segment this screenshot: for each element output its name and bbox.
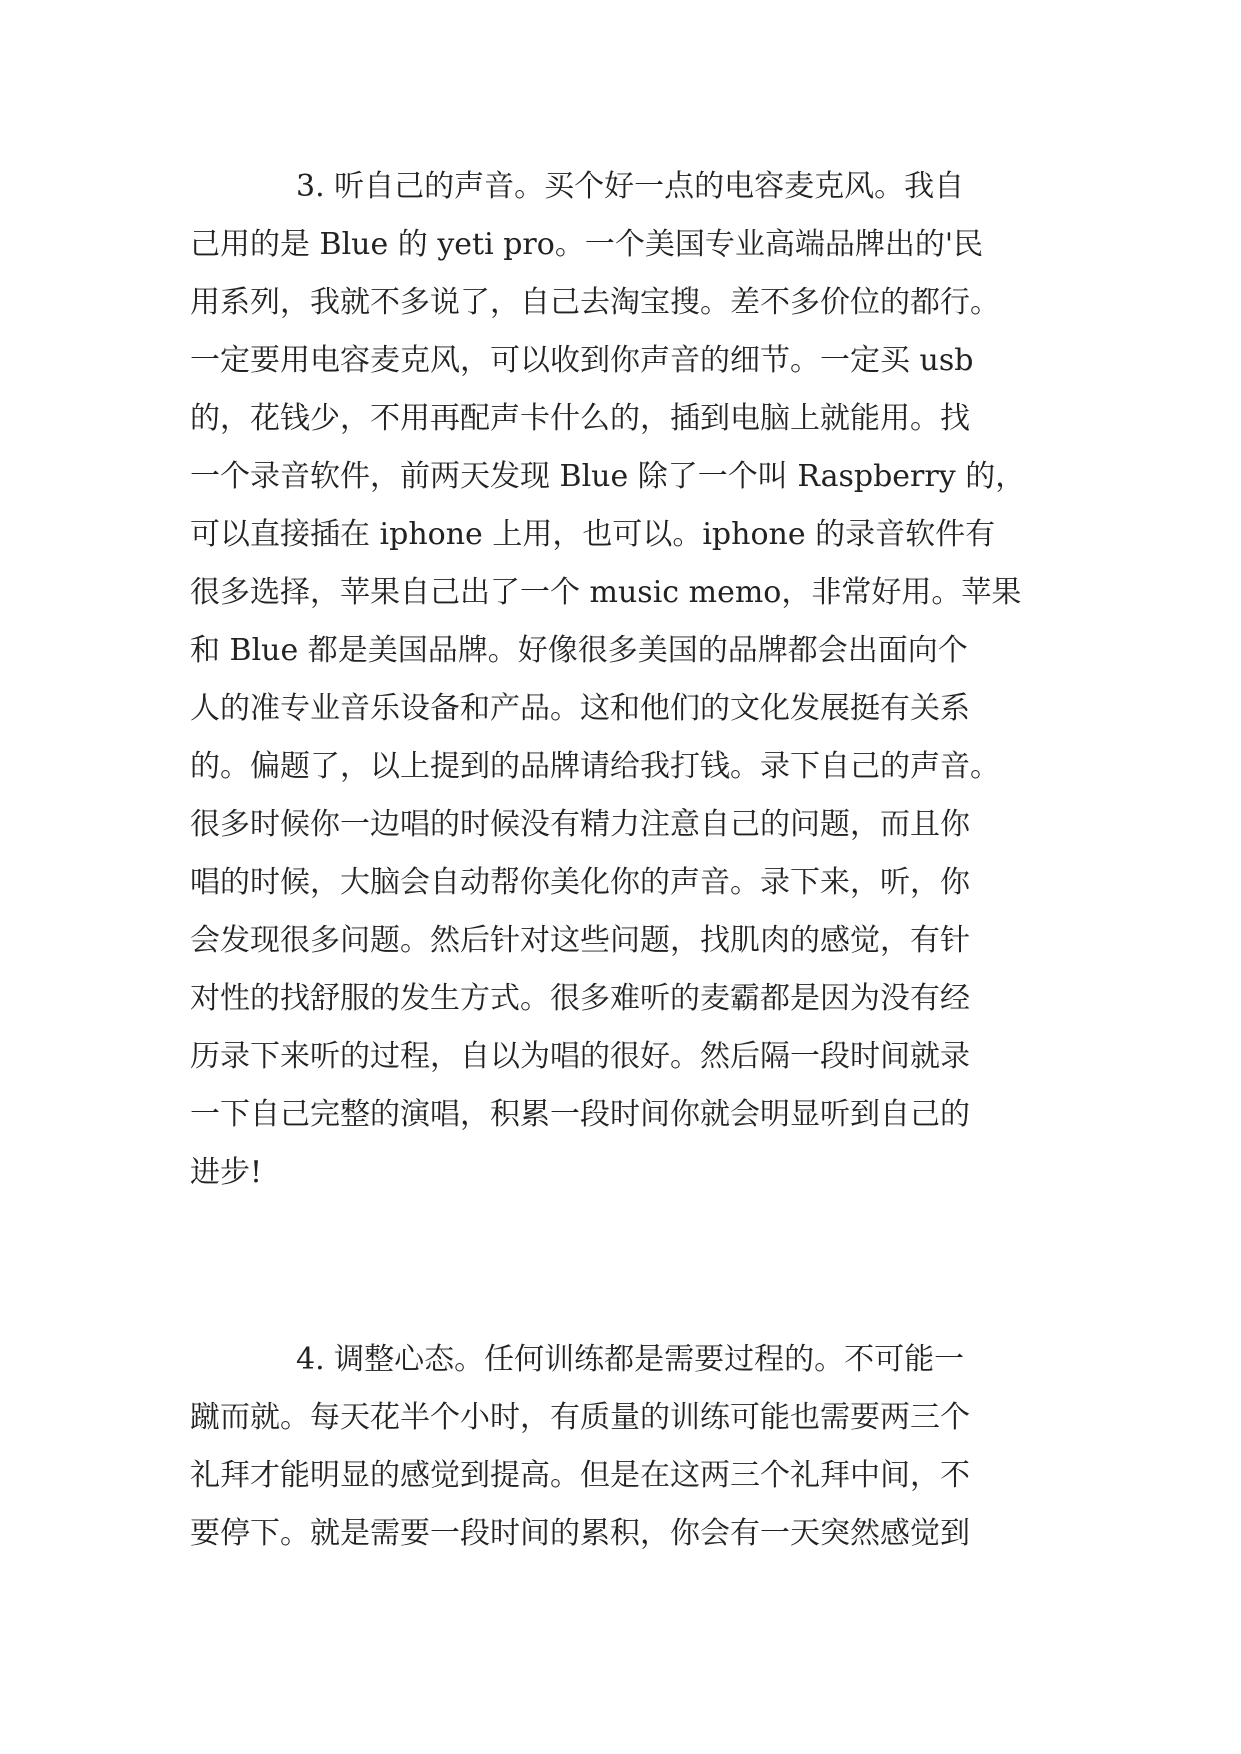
paragraph-line: 礼拜才能明显的感觉到提高。但是在这两三个礼拜中间，不 [190,1458,970,1493]
paragraph-line: 对性的找舒服的发生方式。很多难听的麦霸都是因为没有经 [190,981,970,1016]
paragraph-line: 一个录音软件，前两天发现 Blue 除了一个叫 Raspberry 的， [190,459,1026,494]
paragraph-line: 用系列，我就不多说了，自己去淘宝搜。差不多价位的都行。 [190,285,1000,320]
paragraph-line: 蹴而就。每天花半个小时，有质量的训练可能也需要两三个 [190,1400,970,1435]
paragraph-line: 人的准专业音乐设备和产品。这和他们的文化发展挺有关系 [190,691,970,726]
paragraph-line: 的。偏题了，以上提到的品牌请给我打钱。录下自己的声音。 [190,749,1000,784]
paragraph-line: 可以直接插在 iphone 上用，也可以。iphone 的录音软件有 [190,517,996,552]
paragraph-line: 己用的是 Blue 的 yeti pro。一个美国专业高端品牌出的'民 [190,227,984,262]
paragraph-3 [190,158,1056,1202]
paragraph-line: 很多时候你一边唱的时候没有精力注意自己的问题，而且你 [190,807,970,842]
paragraph-line: 进步! [190,1155,263,1190]
paragraph-line: 一下自己完整的演唱，积累一段时间你就会明显听到自己的 [190,1097,970,1132]
paragraph-line: 和 Blue 都是美国品牌。好像很多美国的品牌都会出面向个 [190,633,968,668]
paragraph-line: 会发现很多问题。然后针对这些问题，找肌肉的感觉，有针 [190,923,970,958]
paragraph-line: 很多选择，苹果自己出了一个 music memo，非常好用。苹果 [190,575,1022,610]
paragraph-4 [190,1331,1056,1563]
paragraph-line: 一定要用电容麦克风，可以收到你声音的细节。一定买 usb [190,343,974,378]
paragraph-line: 4. 调整心态。任何训练都是需要过程的。不可能一 [296,1342,965,1377]
paragraph-line: 3. 听自己的声音。买个好一点的电容麦克风。我自 [296,169,965,204]
paragraph-line: 的，花钱少，不用再配声卡什么的，插到电脑上就能用。找 [190,401,970,436]
paragraph-line: 历录下来听的过程，自以为唱的很好。然后隔一段时间就录 [190,1039,970,1074]
paragraph-line: 唱的时候，大脑会自动帮你美化你的声音。录下来，听，你 [190,865,970,900]
paragraph-line: 要停下。就是需要一段时间的累积，你会有一天突然感觉到 [190,1516,970,1551]
